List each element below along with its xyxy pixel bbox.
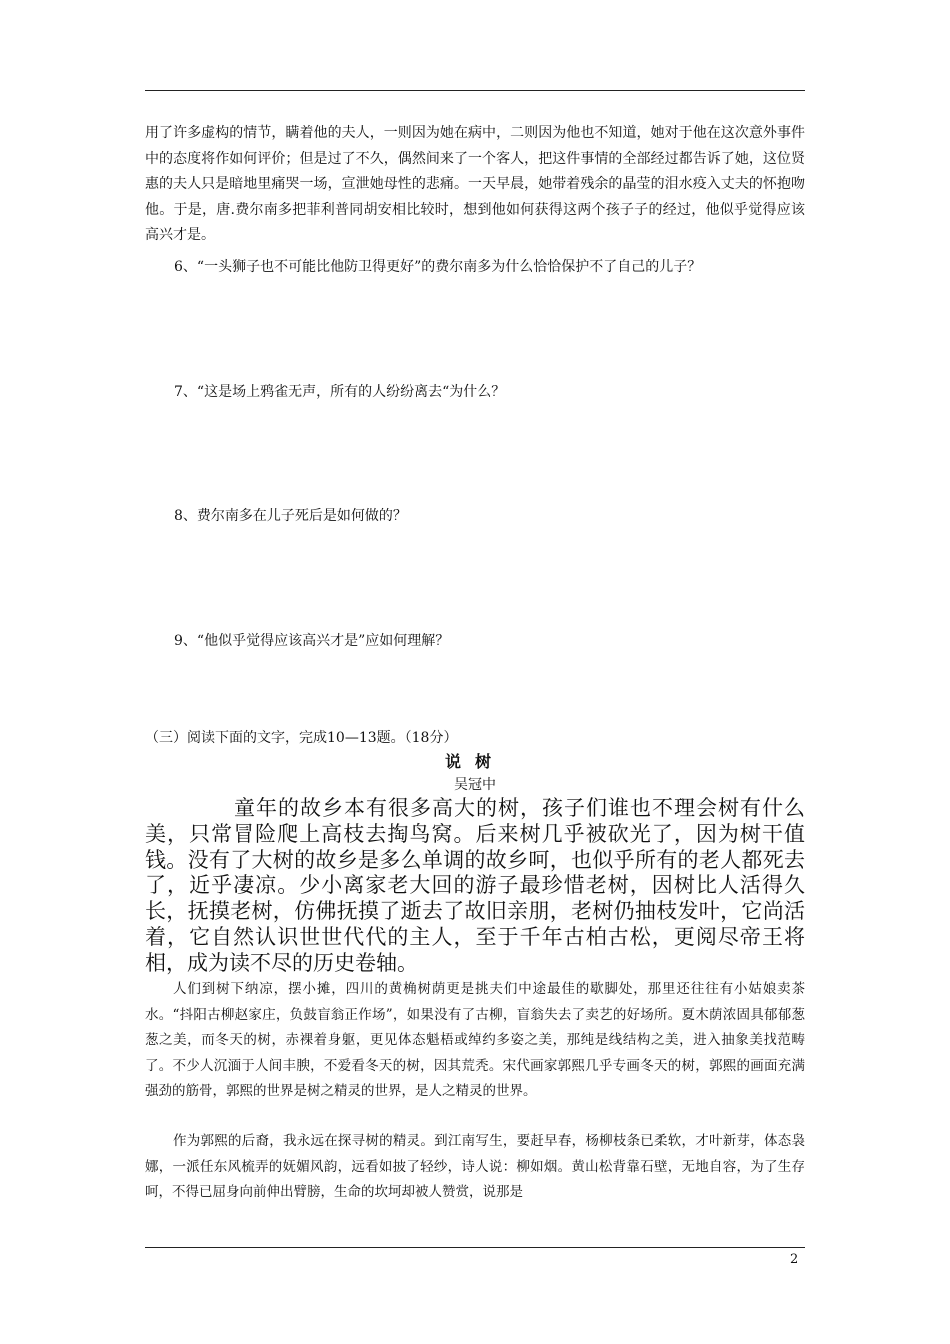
article-paragraph-1-text: 童年的故乡本有很多高大的树，孩子们谁也不理会树有什么美，只常冒险爬上高枝去掏鸟窝。后来树几乎被砍光了，因为树干值钱。没有了大树的故乡是多么单调的故乡呵，也似乎所有的老人都死去了，近乎凄凉。少小离家老大回的游子最珍惜老树，因树比人活得久长，抚摸老树，仿佛抚摸了逝去了故旧亲朋，老树仍抽枝发叶，它尚活着，它自然认识世世代代的主人，至于千年古柏古松，更阅尽帝王将相，成为读不尽的历史卷轴。 [145, 796, 805, 975]
article-paragraph-1 [145, 796, 805, 977]
question-9: 9、“他似乎觉得应该高兴才是”应如何理解？ [174, 633, 450, 649]
page-number: 2 [790, 1252, 799, 1267]
header-rule [145, 90, 805, 91]
article-author: 吴冠中 [454, 777, 496, 793]
article-title: 说树 [444, 752, 505, 771]
question-8: 8、费尔南多在儿子死后是如何做的？ [174, 508, 407, 524]
article-paragraph-3: 作为郭熙的后裔，我永远在探寻树的精灵。到江南写生，要赶早春，杨柳枝条已柔软，才叶新芽，体态袅娜，一派任东风梳弄的妩媚风韵，远看如披了轻纱，诗人说：柳如烟。黄山松背靠石壁，无地自容，为了生存呵，不得已屈身向前伸出臂膀，生命的坎坷却被人赞赏，说那是 [145, 1133, 805, 1201]
footer-rule [145, 1247, 805, 1248]
passage-continuation: 用了许多虚构的情节，瞒着他的夫人，一则因为她在病中，二则因为他也不知道，她对于他在这次意外事件中的态度将作如何评价；但是过了不久，偶然间来了一个客人，把这件事情的全部经过都告诉了她，这位贤惠的夫人只是暗地里痛哭一场，宣泄她母性的悲痛。一天早晨，她带着残余的晶莹的泪水疫入丈夫的怀抱吻他。于是，唐.费尔南多把菲利普同胡安相比较时，想到他如何获得这两个孩子子的经过，他似乎觉得应该高兴才是。 [145, 125, 805, 244]
question-7: 7、“这是场上鸦雀无声，所有的人纷纷离去“为什么？ [174, 384, 506, 400]
section-heading: （三）阅读下面的文字，完成10—13题。（18分） [145, 730, 458, 746]
question-6: 6、“一头狮子也不可能比他防卫得更好”的费尔南多为什么恰恰保护不了自己的儿子？ [174, 259, 702, 275]
article-paragraph-2: 人们到树下纳凉，摆小摊，四川的黄桷树荫更是挑夫们中途最佳的歇脚处，那里还往往有小姑娘卖茶水。“抖阳古柳赵家庄，负鼓盲翁正作场”，如果没有了古柳，盲翁失去了卖艺的好场所。夏木荫浓固具郁郁葱葱之美，而冬天的树，赤裸着身躯，更见体态魁梧或绰约多姿之美，那纯是线结构之美，进入抽象美找范畴了。不少人沉湎于人间丰腴，不爱看冬天的树，因其荒秃。宋代画家郭熙几乎专画冬天的树，郭熙的画面充满强劲的筋骨，郭熙的世界是树之精灵的世界，是人之精灵的世界。 [145, 981, 805, 1100]
